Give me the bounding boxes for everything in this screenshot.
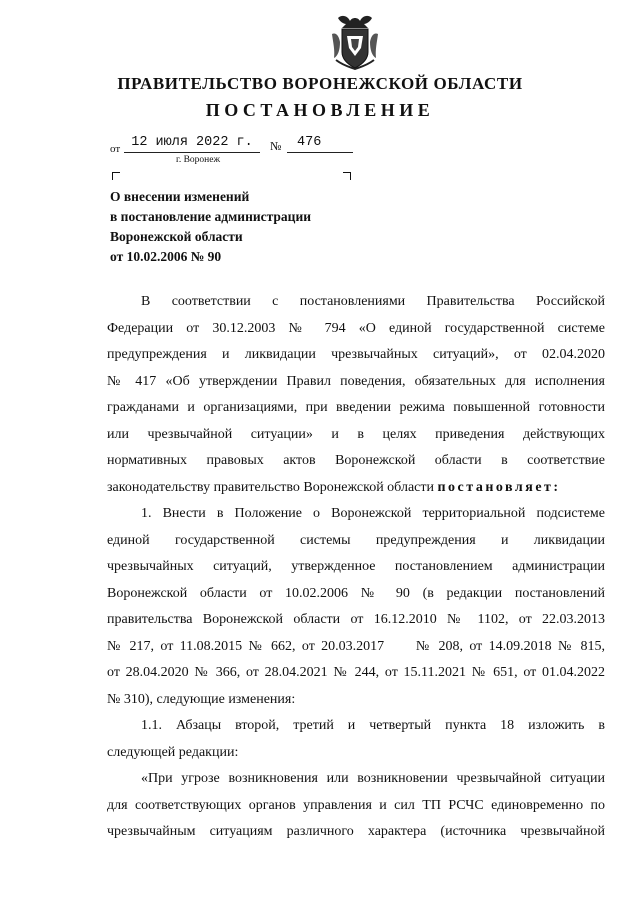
document-type-title: ПОСТАНОВЛЕНИЕ	[205, 100, 435, 120]
body-line: чрезвычайных ситуаций, утвержденное постановлением администрации	[107, 559, 605, 574]
body-line: единой государственной системы предупреждения и ликвидации	[107, 532, 605, 548]
body-line: № 310), следующие изменения:	[107, 691, 296, 707]
body-line: от 28.04.2020 № 366, от 28.04.2021 № 244, от 15.11.2021 № 651, от 01.04.2022	[107, 665, 605, 680]
body-line: гражданами и организациями, при введении режима повышенной готовности	[107, 400, 605, 415]
body-line: правительства Воронежской области от 16.12.2010 № 1102, от 22.03.2013	[107, 612, 605, 627]
number-label: №	[270, 139, 282, 153]
body-line: 1.1. Абзацы второй, третий и четвертый пункта 18 изложить в	[141, 718, 605, 733]
corner-mark-left	[112, 172, 120, 180]
preamble-closing-text: законодательству правительство Воронежской области	[107, 479, 434, 495]
document-body	[107, 289, 605, 846]
document-number: 476	[287, 134, 353, 153]
body-line: Федерации от 30.12.2003 № 794 «О единой государственной системе	[107, 320, 605, 336]
body-line: для соответствующих органов управления и сил ТП РСЧС единовременно по	[107, 797, 605, 813]
subject-line: О внесении изменений	[110, 189, 250, 204]
corner-mark-right	[343, 172, 351, 180]
body-line: следующей редакции:	[107, 744, 239, 760]
organization-title: ПРАВИТЕЛЬСТВО ВОРОНЕЖСКОЙ ОБЛАСТИ	[117, 74, 523, 93]
body-line: чрезвычайным ситуациям различного характера (источника чрезвычайной	[107, 824, 605, 839]
coat-of-arms-emblem	[328, 12, 382, 70]
subject-line: в постановление администрации	[110, 209, 312, 224]
body-line: «При угрозе возникновения или возникновении чрезвычайной ситуации	[141, 771, 605, 786]
subject-line: от 10.02.2006 № 90	[110, 249, 222, 264]
city-label: г. Воронеж	[176, 155, 221, 165]
body-line: Воронежской области от 10.02.2006 № 90 (в редакции постановлений	[107, 585, 605, 601]
date-prefix-label: от	[110, 143, 121, 155]
subject-line: Воронежской области	[110, 229, 243, 244]
body-line: № 217, от 11.08.2015 № 662, от 20.03.2017 № 208, от 14.09.2018 № 815,	[107, 638, 605, 654]
body-line: 1. Внести в Положение о Воронежской территориальной подсистеме	[141, 506, 605, 521]
body-line: № 417 «Об утверждении Правил поведения, обязательных для исполнения	[107, 373, 605, 389]
document-subject	[110, 187, 311, 267]
body-line: или чрезвычайной ситуации» и в целях приведения действующих	[107, 426, 605, 442]
body-line: В соответствии с постановлениями Правительства Российской	[141, 294, 605, 309]
resolves-keyword: постановляет:	[437, 479, 561, 495]
document-date: 12 июля 2022 г.	[124, 134, 260, 153]
body-line: нормативных правовых актов Воронежской области в соответствие	[107, 453, 605, 468]
body-line: предупреждения и ликвидации чрезвычайных ситуаций», от 02.04.2020	[107, 347, 605, 362]
body-line	[107, 475, 605, 502]
